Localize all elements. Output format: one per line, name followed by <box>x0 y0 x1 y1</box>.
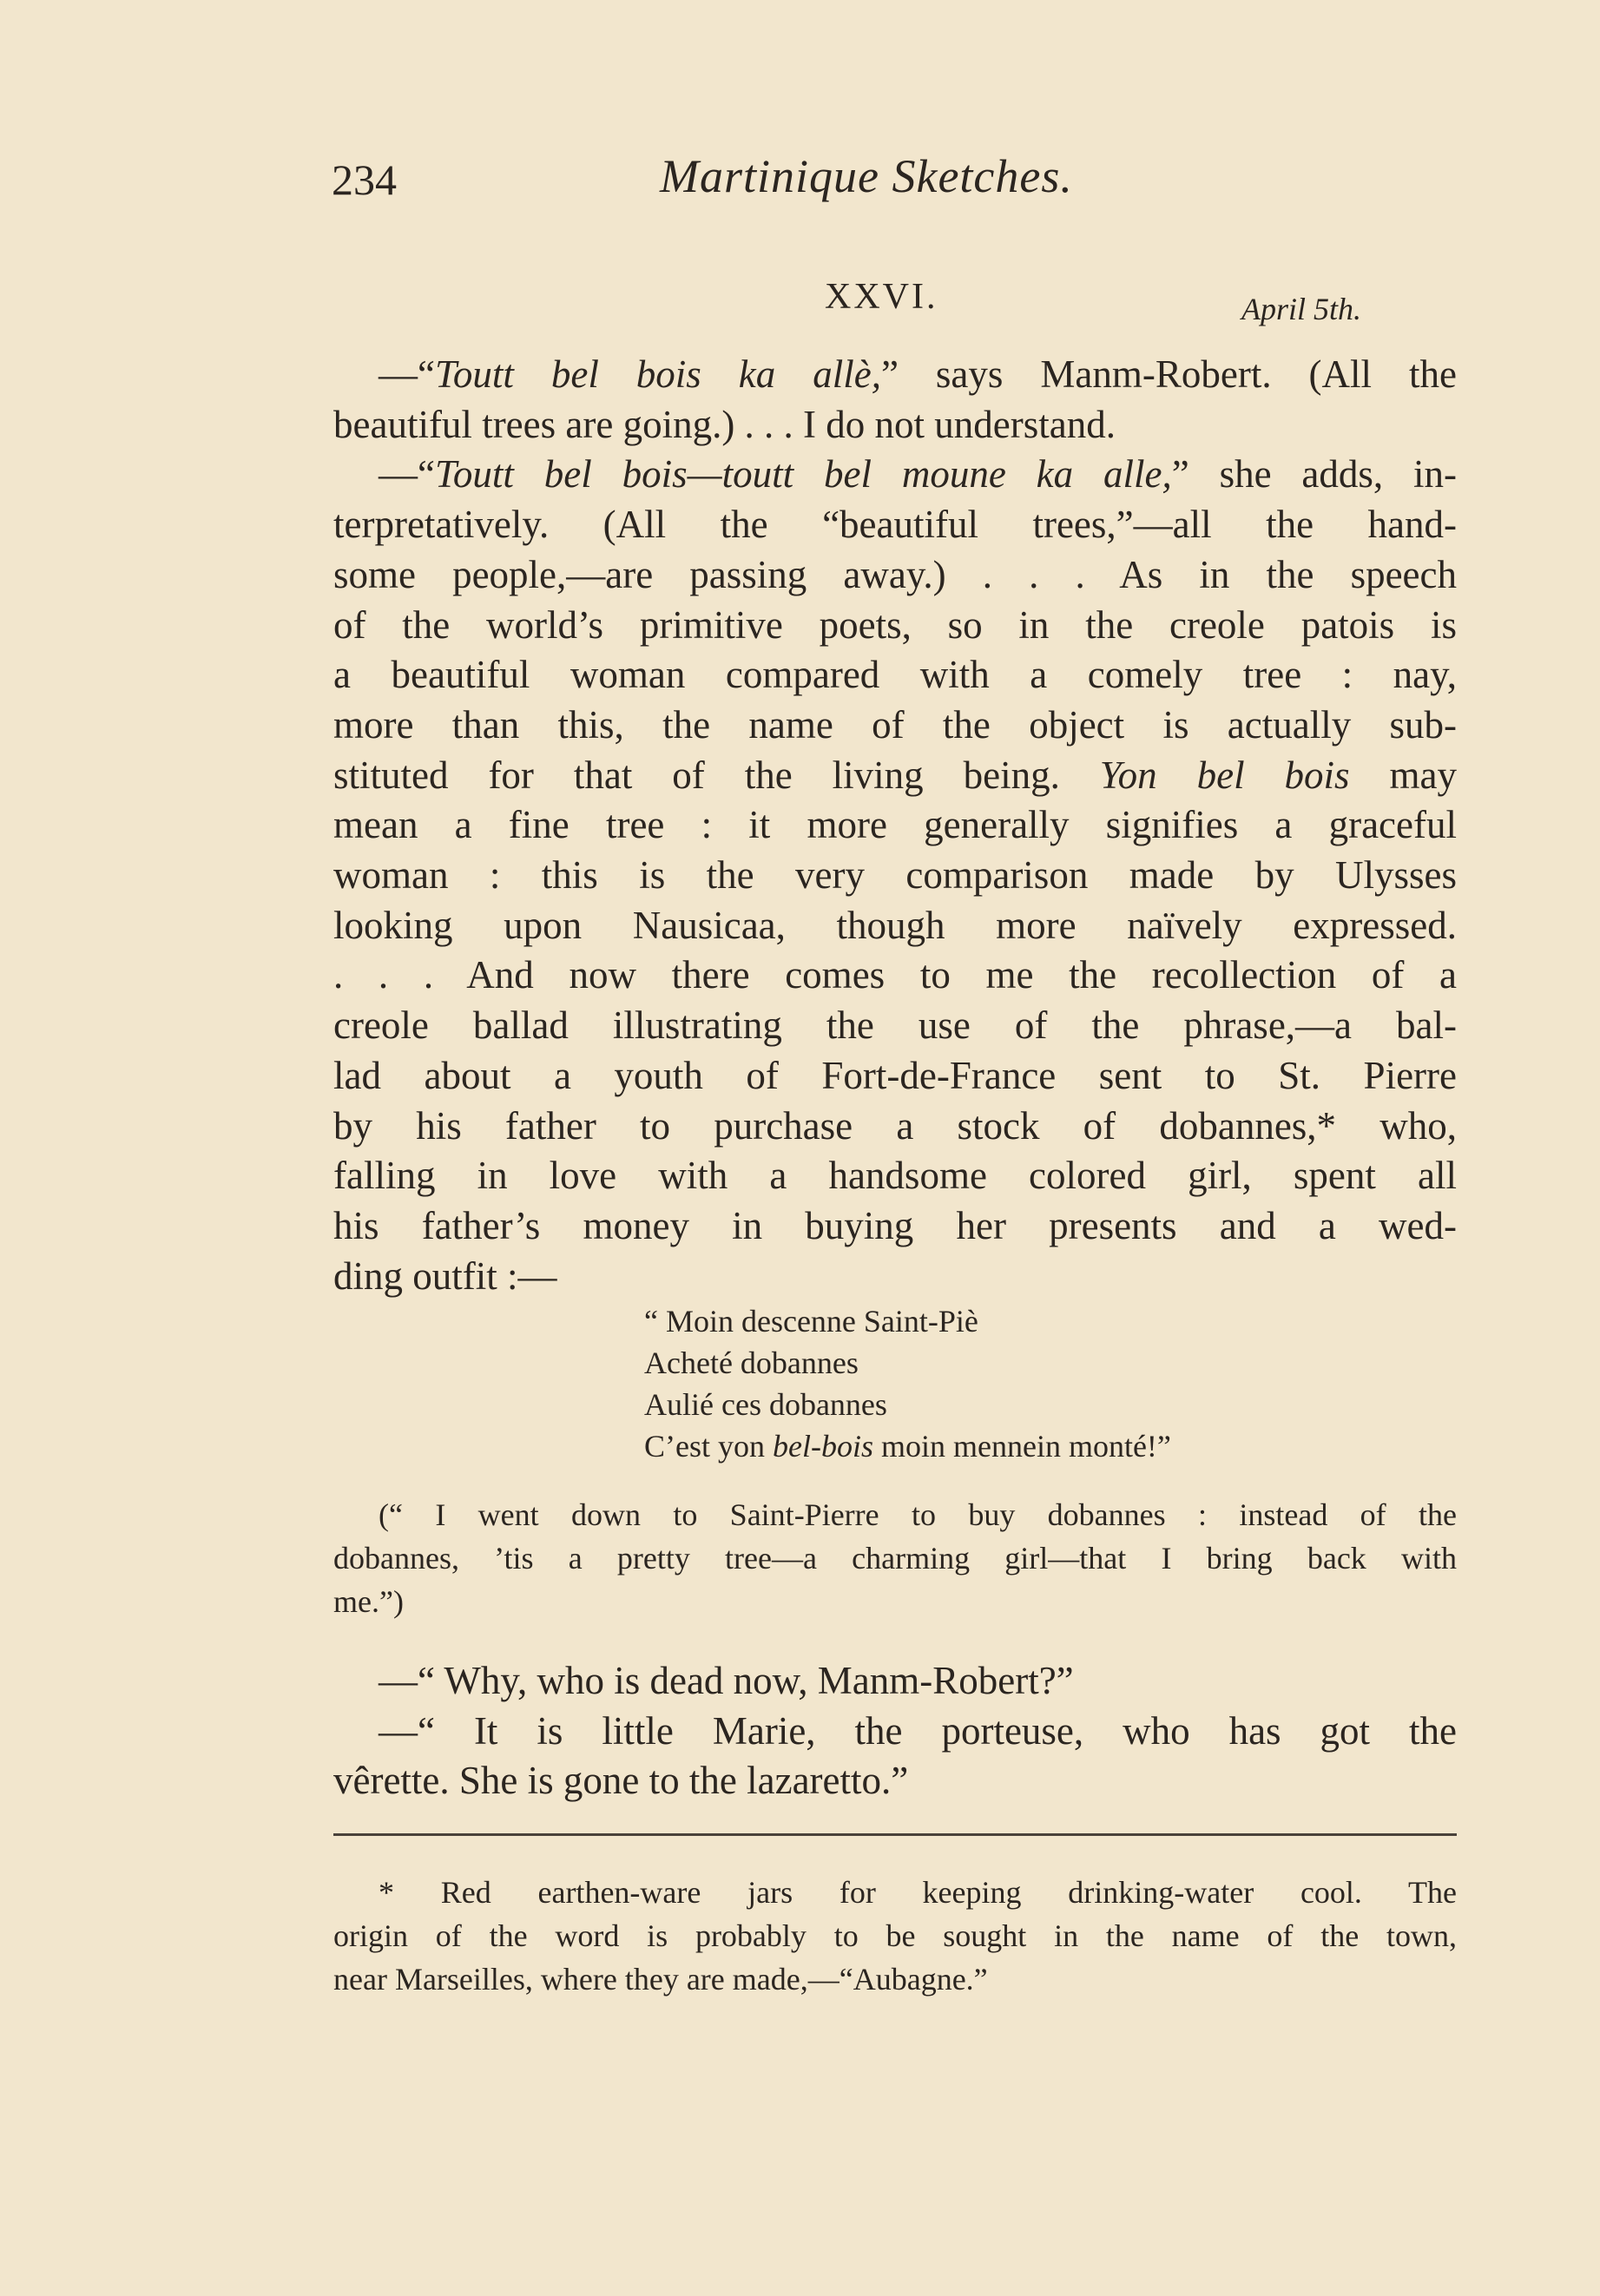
text-line <box>333 1656 1457 1707</box>
chapter-date: April 5th. <box>1241 292 1362 326</box>
text-line <box>644 1342 1171 1384</box>
footnote-divider <box>333 1833 1457 1836</box>
text-line <box>333 1102 1457 1152</box>
text-segment: —“ <box>379 452 435 497</box>
text-segment: more than this, the name of the object is actually sub- <box>333 702 1457 747</box>
text-line <box>644 1384 1171 1425</box>
text-segment: of the world’s primitive poets, so in the creole patois is <box>333 602 1457 647</box>
text-segment: falling in love with a handsome colored girl, spent all <box>333 1154 1457 1198</box>
text-line <box>333 1051 1457 1102</box>
text-line <box>333 1914 1457 1957</box>
text-segment: me.”) <box>333 1584 404 1619</box>
footnote <box>333 1871 1457 2001</box>
text-line <box>333 901 1457 951</box>
text-segment: some people,—are passing away.) . . . As in the speech <box>333 552 1457 596</box>
text-segment: moin mennein monté!” <box>872 1429 1171 1464</box>
body-text <box>333 350 1457 1301</box>
text-segment: stituted for that of the living being. <box>333 753 1100 797</box>
text-segment: may <box>1349 753 1457 797</box>
text-segment: near Marseilles, where they are made,—“Aubagne.” <box>333 1962 988 1997</box>
text-line <box>333 350 1457 400</box>
text-line <box>333 1580 1457 1623</box>
italic-text: bel-bois <box>773 1429 873 1464</box>
text-segment: ” says Manm-Robert. (All the <box>880 352 1457 396</box>
text-line <box>333 450 1457 500</box>
text-segment: woman : this is the very comparison made by Ulysses <box>333 853 1457 898</box>
text-line <box>333 751 1457 801</box>
italic-text: Toutt bel bois ka allè, <box>434 352 881 396</box>
italic-text: Yon bel bois <box>1099 753 1350 797</box>
text-line <box>333 701 1457 751</box>
ballad-translation <box>333 1493 1457 1623</box>
ballad-verse <box>644 1300 1171 1467</box>
text-segment: creole ballad illustrating the use of the phrase,—a bal- <box>333 1003 1457 1048</box>
text-line <box>333 1201 1457 1252</box>
text-line <box>333 951 1457 1001</box>
text-line <box>333 1707 1457 1757</box>
chapter-numeral: XXVI. <box>825 277 938 317</box>
text-segment: ” she adds, in- <box>1171 452 1457 497</box>
text-line <box>333 550 1457 601</box>
text-segment: origin of the word is probably to be sought in the name of the town, <box>333 1918 1457 1953</box>
text-segment: his father’s money in buying her presents and a wed- <box>333 1203 1457 1247</box>
text-segment: C’est yon <box>644 1429 773 1464</box>
text-line <box>333 1151 1457 1201</box>
text-line <box>333 851 1457 901</box>
text-line <box>333 1001 1457 1051</box>
text-line <box>333 1756 1457 1806</box>
text-line <box>333 1536 1457 1580</box>
text-segment: lad about a youth of Fort-de-France sent to St. Pierre <box>333 1053 1457 1097</box>
text-segment: “ Moin descenne Saint-Piè <box>644 1304 978 1339</box>
text-segment: —“ Why, who is dead now, Manm-Robert?” <box>379 1659 1074 1702</box>
text-segment: (“ I went down to Saint-Pierre to buy dobannes : instead of the <box>379 1497 1457 1532</box>
text-segment: —“ It is little Marie, the porteuse, who has got the <box>379 1708 1457 1753</box>
text-line <box>333 1871 1457 1914</box>
text-segment: . . . And now there comes to me the recollection of a <box>333 953 1457 997</box>
text-line <box>333 1252 1457 1302</box>
text-line <box>333 500 1457 550</box>
text-segment: ding outfit :— <box>333 1253 557 1298</box>
text-line <box>333 800 1457 851</box>
text-segment: vêrette. She is gone to the lazaretto.” <box>333 1759 909 1802</box>
running-title: Martinique Sketches. <box>660 150 1073 202</box>
text-line <box>644 1425 1171 1467</box>
text-line <box>333 1493 1457 1536</box>
dialogue-text <box>333 1656 1457 1806</box>
text-segment: dobannes, ’tis a pretty tree—a charming girl—that I bring back with <box>333 1541 1457 1576</box>
text-segment: mean a fine tree : it more generally signifies a graceful <box>333 803 1457 847</box>
text-segment: Aulié ces dobannes <box>644 1387 887 1422</box>
italic-text: Toutt bel bois—toutt bel moune ka alle, <box>434 452 1172 497</box>
text-segment: * Red earthen-ware jars for keeping drinking-water cool. The <box>379 1875 1457 1910</box>
text-segment: a beautiful woman compared with a comely tree : nay, <box>333 653 1457 697</box>
text-segment: by his father to purchase a stock of dobannes,* who, <box>333 1103 1457 1148</box>
text-line <box>333 650 1457 701</box>
text-segment: looking upon Nausicaa, though more naïvely expressed. <box>333 903 1457 947</box>
text-segment: —“ <box>379 352 435 396</box>
text-line <box>333 400 1457 451</box>
text-line <box>333 601 1457 651</box>
text-line <box>333 1957 1457 2001</box>
text-segment: terpretatively. (All the “beautiful trees,”—all the hand- <box>333 503 1457 547</box>
page-number: 234 <box>332 155 397 204</box>
text-segment: Acheté dobannes <box>644 1345 859 1380</box>
text-segment: beautiful trees are going.) . . . I do not understand. <box>333 402 1116 446</box>
text-line <box>644 1300 1171 1342</box>
